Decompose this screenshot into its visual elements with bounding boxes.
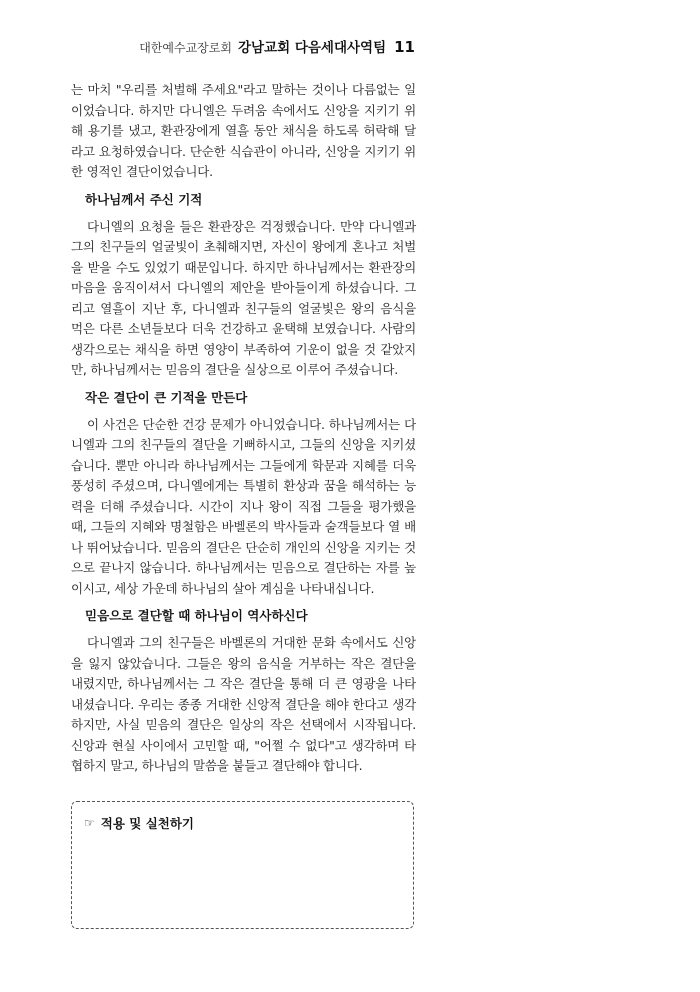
page-number: 11: [394, 38, 415, 56]
paragraph-miracle: 다니엘의 요청을 들은 환관장은 걱정했습니다. 만약 다니엘과 그의 친구들의 얼굴빛이 초췌해지면, 자신이 왕에게 혼나고 처벌을 받을 수도 있었기 때문입니다. 하지만 하나님께서는 환관장의 마음을 움직이셔서 다니엘의 제안을 받아들이게 하셨습니다. 그리고 열흘이 지난 후, 다니엘과 친구들의 얼굴빛은 왕의 음식을 먹은 다른 소년들보다 더욱 건강하고 윤택해 보였습니다. 사람의 생각으로는 채식을 하면 영양이 부족하여 기운이 없을 것 같았지만, 하나님께서는 믿음의 결단을 실상으로 이루어 주셨습니다.: [71, 218, 416, 377]
application-box-title-text: 적용 및 실천하기: [100, 816, 194, 831]
section-heading-miracle: 하나님께서 주신 기적: [85, 191, 203, 207]
pointing-hand-icon: ☞: [84, 816, 95, 830]
application-box-title: [84, 814, 194, 832]
paragraph-faith-decision: 다니엘과 그의 친구들은 바벨론의 거대한 문화 속에서도 신앙을 잃지 않았습니다. 그들은 왕의 음식을 거부하는 작은 결단을 내렸지만, 하나님께서는 그 작은 결단을 통해 더 큰 영광을 나타내셨습니다. 우리는 종종 거대한 신앙적 결단을 해야 한다고 생각하지만, 사실 믿음의 결단은 일상의 작은 선택에서 시작됩니다. 신앙과 현실 사이에서 고민할 때, "어쩔 수 없다"고 생각하며 타협하지 말고, 하나님의 말씀을 붙들고 결단해야 합니다.: [71, 635, 416, 773]
main-content: [71, 80, 416, 777]
paragraph-small-decision: 이 사건은 단순한 건강 문제가 아니었습니다. 하나님께서는 다니엘과 그의 친구들의 결단을 기뻐하시고, 그들의 신앙을 지키셨습니다. 뿐만 아니라 하나님께서는 그들에게 학문과 지혜를 더욱 풍성히 주셨으며, 다니엘에게는 특별히 환상과 꿈을 해석하는 능력을 더해 주셨습니다. 시간이 지나 왕이 직접 그들을 평가했을 때, 그들의 지혜와 명철함은 바벨론의 박사들과 술객들보다 열 배나 뛰어났습니다. 믿음의 결단은 단순히 개인의 신앙을 지키는 것으로 끝나지 않습니다. 하나님께서는 믿음으로 결단하는 자를 높이시고, 세상 가운데 하나님의 살아 계심을 나타내십니다.: [71, 416, 416, 596]
paragraph-continued: 는 마치 "우리를 처벌해 주세요"라고 말하는 것이나 다름없는 일이었습니다. 하지만 다니엘은 두려움 속에서도 신앙을 지키기 위해 용기를 냈고, 환관장에게 열흘 동안 채식을 하도록 허락해 달라고 요청하였습니다. 단순한 식습관이 아니라, 신앙을 지키기 위한 영적인 결단이었습니다.: [71, 82, 416, 179]
section-heading-faith-decision: 믿음으로 결단할 때 하나님이 역사하신다: [85, 608, 308, 623]
header-team: 강남교회 다음세대사역팀: [237, 40, 387, 56]
header-organization: 대한예수교장로회: [139, 41, 232, 55]
page-header: [139, 36, 415, 56]
section-heading-small-decision: 작은 결단이 큰 기적을 만든다: [85, 389, 248, 405]
application-box: [71, 801, 414, 929]
